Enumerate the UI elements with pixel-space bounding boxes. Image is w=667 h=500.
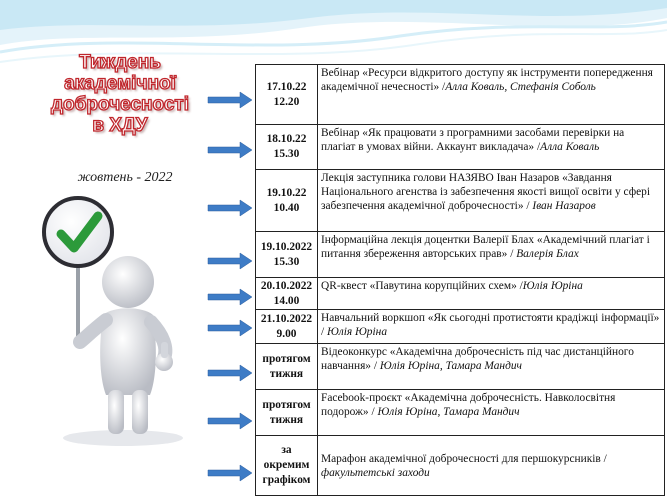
event-date: 20.10.2022 14.00 bbox=[256, 278, 318, 310]
events-schedule-table bbox=[255, 64, 665, 496]
arrow-icon bbox=[208, 253, 252, 269]
table-row bbox=[256, 125, 665, 170]
table-row bbox=[256, 65, 665, 125]
table-row bbox=[256, 436, 665, 496]
arrow-icon bbox=[208, 365, 252, 381]
table-row bbox=[256, 344, 665, 390]
page-title bbox=[30, 52, 210, 136]
event-description: Вебінар «Ресурси відкритого доступу як інструменти попередження академічної нечесності» /Алла Коваль, Стефанія Соболь bbox=[318, 65, 665, 125]
arrow-icon bbox=[208, 465, 252, 481]
event-description: Відеоконкурс «Академічна доброчесність під час дистанційного навчання» / Юлія Юріна, Тамара Мандич bbox=[318, 344, 665, 390]
table-row bbox=[256, 390, 665, 436]
arrow-icon bbox=[208, 142, 252, 158]
event-description: Вебінар «Як працювати з програмними засобами перевірки на плагіат в умовах війни. Аккаунт викладача» /Алла Коваль bbox=[318, 125, 665, 170]
table-row bbox=[256, 232, 665, 278]
event-date: протягом тижня bbox=[256, 390, 318, 436]
person-holding-checkmark-sign-icon bbox=[28, 190, 208, 450]
arrow-icon bbox=[208, 289, 252, 305]
event-date: протягом тижня bbox=[256, 344, 318, 390]
arrow-icon bbox=[208, 92, 252, 108]
title-line: академічної bbox=[64, 73, 176, 94]
event-description: Facebook-проєкт «Академічна доброчесність. Навколосвітня подорож» / Юлія Юріна, Тамара Мандич bbox=[318, 390, 665, 436]
table-row bbox=[256, 278, 665, 310]
event-date: 18.10.22 15.30 bbox=[256, 125, 318, 170]
event-date: 21.10.2022 9.00 bbox=[256, 310, 318, 344]
event-description: Інформаційна лекція доцентки Валерії Блах «Академічний плагіат і питання збереження авторських прав» / Валерія Блах bbox=[318, 232, 665, 278]
event-description: Навчальний воркшоп «Як сьогодні протистояти крадіжці інформації» / Юлія Юріна bbox=[318, 310, 665, 344]
title-line: в ХДУ bbox=[92, 115, 148, 136]
event-description: Лекція заступника голови НАЗЯВО Іван Назаров «Завдання Національного агенства із забезпечення якості вищої освіти у сфері забезпечення академічної доброчесності» / Іван Назаров bbox=[318, 170, 665, 232]
title-line: Тиждень bbox=[79, 52, 161, 73]
table-row bbox=[256, 310, 665, 344]
table-row bbox=[256, 170, 665, 232]
subtitle-month: жовтень - 2022 bbox=[77, 170, 173, 185]
event-date: за окремим графіком bbox=[256, 436, 318, 496]
event-description: QR-квест «Павутина корупційних схем» /Юлія Юріна bbox=[318, 278, 665, 310]
event-description: Марафон академічної доброчесності для першокурсників /факультетські заходи bbox=[318, 436, 665, 496]
arrow-icon bbox=[208, 413, 252, 429]
event-date: 19.10.2022 15.30 bbox=[256, 232, 318, 278]
event-date: 17.10.22 12.20 bbox=[256, 65, 318, 125]
event-date: 19.10.22 10.40 bbox=[256, 170, 318, 232]
arrow-icon bbox=[208, 200, 252, 216]
arrow-icon bbox=[208, 320, 252, 336]
row-arrows bbox=[205, 60, 255, 500]
title-line: доброчесності bbox=[50, 94, 190, 115]
